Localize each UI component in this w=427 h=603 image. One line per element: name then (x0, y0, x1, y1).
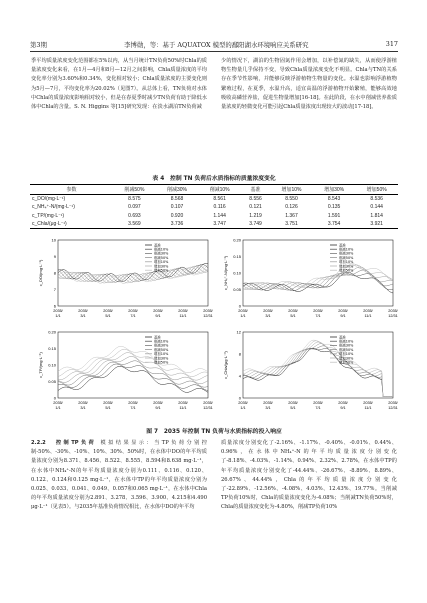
table-cell: 8.575 (128, 196, 141, 203)
x-tick-label: 9/1 (155, 406, 161, 410)
x-tick-label: 2035/ (388, 401, 398, 405)
legend-label: 基准 (339, 335, 346, 340)
x-tick-label: 5/1 (290, 406, 296, 410)
table-cell: 0.144 (370, 204, 383, 211)
x-tick-label: 1/1 (240, 406, 246, 410)
x-tick-label: 2035/ (313, 309, 323, 313)
y-tick-label: 8 (238, 351, 241, 357)
series-line (243, 346, 393, 397)
y-tick-label: 0.10 (233, 270, 241, 276)
y-tick-label: 0.15 (233, 254, 241, 259)
bottom-left-body: 模拟结果显示：当TP负荷分别控制-50%、-30%、-10%、10%、30%、50%时，在水体中DO的年平均质量浓度分别为8.371、8.456、8.522、8.555、8.594和8.638 mg·L⁻¹，在水体中NH₄⁺-N的年平均质量浓度分别为0.111、0.116、0.120、0.122、0.124和0.125 mg·L⁻¹，在水体中TP的年平均质量浓度分别为0.025、0.033、0.041、0.049、0.057和0.065 mg·L⁻¹，在水体中Chla的年平均质量浓度分别为2.891、3.278、3.596、3.900、4.215和4.490 μg·L⁻¹（见表5）。与2035年基准负荷情况相比，在水体中DO的年平均 (31, 440, 207, 511)
legend-label: 增加30% (154, 356, 169, 361)
x-tick-label: 11/1 (179, 406, 187, 410)
legend-label: 削减10% (339, 247, 354, 252)
table-cell: 3.751 (270, 220, 313, 229)
table-cell: 8.568 (170, 196, 184, 203)
x-tick-label: 2035/ (203, 309, 213, 313)
x-tick-label: 7/1 (130, 314, 136, 318)
x-tick-label: 3/1 (265, 406, 271, 410)
x-tick-label: 9/1 (155, 314, 161, 318)
x-tick-label: 5/1 (105, 406, 111, 410)
legend-label: 削减10% (154, 339, 169, 344)
legend-label: 削减50% (154, 347, 169, 352)
table-cell: 0.920 (170, 212, 184, 219)
bottom-right-paragraph: 质量浓度分别变化了-2.16%、-1.17%、-0.40%、-0.01%、0.44%、0.96%，在水体中NH₄⁺-N的年平均质量浓度分别变化了-8.18%、-4.03%、-1.14%、0.94%、2.32%、2.78%，在水体中TP的年平均质量浓度分别变化了-44.44%、-26.67%、-8.89%、8.89%、26.67%、44.44%，Chla的年平均质量浓度分别变化了-22.89%、-12.56%、-4.08%、4.03%、12.43%、19.77%。当削减TP负荷10%时，Chla的质量浓度变化为-4.08%；当削减TN负荷50%时，Chla的质量浓度变化为-4.80%，削减TP负荷10% (221, 440, 397, 511)
x-tick-label: 2035/ (288, 309, 298, 313)
legend-label: 增加10% (154, 260, 169, 265)
x-tick-label: 2035/ (338, 309, 348, 313)
table-header-cell: 削减10% (198, 185, 241, 195)
x-tick-label: 2035/ (153, 401, 163, 405)
plot-frame (58, 240, 208, 306)
table-cell: 3.747 (198, 220, 241, 229)
legend-label: 削减30% (339, 251, 354, 256)
y-tick-label: 0.05 (233, 287, 241, 292)
x-tick-label: 5/1 (105, 314, 111, 318)
legend-label: 增加30% (339, 264, 354, 269)
x-tick-label: 3/1 (80, 314, 86, 318)
legend-label: 增加50% (339, 360, 354, 365)
legend-label: 削减50% (154, 255, 169, 260)
y-tick-label: 8 (53, 270, 56, 276)
running-title: 李博勋，等：基于 AQUATOX 模型的鄱阳湖水环境响应关系研究 (124, 41, 309, 49)
x-tick-label: 11/1 (179, 314, 187, 318)
table-caption: 表 4 控制 TN 负荷后水质指标的质量浓度变化 (152, 176, 276, 182)
table-cell: 8.556 (249, 196, 262, 203)
x-tick-label: 2035/ (128, 309, 138, 313)
issue-label: 第3期 (30, 41, 47, 49)
legend-label: 削减30% (154, 251, 169, 256)
x-tick-label: 7/1 (315, 406, 321, 410)
table-cell: c_DO/(mg·L⁻¹) (32, 196, 66, 203)
water-quality-table (30, 184, 398, 229)
series-line (58, 356, 208, 383)
y-axis-label: c_DO/(mg·L⁻¹) (38, 259, 43, 287)
x-tick-label: 2035/ (263, 401, 273, 405)
legend-label: 增加10% (154, 352, 169, 357)
table-cell: c_TP/(mg·L⁻¹) (32, 212, 65, 219)
x-tick-label: 3/1 (80, 406, 86, 410)
y-tick-label: 0.05 (48, 379, 56, 384)
legend-label: 基准 (154, 335, 161, 340)
x-tick-label: 2035/ (153, 309, 163, 313)
figure-7-panels (30, 236, 398, 426)
legend-label: 增加30% (154, 264, 169, 269)
table-header-cell: 增加50% (355, 185, 398, 195)
table-row (30, 195, 398, 204)
y-tick-label: 12 (236, 329, 241, 335)
x-tick-label: 2035/ (338, 401, 348, 405)
legend-label: 削减50% (339, 347, 354, 352)
x-tick-label: 1/1 (55, 406, 61, 410)
legend-label: 增加30% (339, 356, 354, 361)
table-cell: 1.219 (249, 212, 262, 219)
y-tick-label: 7 (53, 287, 56, 292)
y-tick-label: 0 (53, 395, 56, 401)
table-cell: 0.135 (327, 204, 341, 211)
series-line (243, 270, 393, 290)
table-cell: 8.543 (327, 196, 341, 203)
top-left-paragraph: 季平均质量浓度变化范围都在5%以内，从当月统计TN负荷50%时Chla的质量浓度变化来看，在1月—4月和8月—12月之间影响，Chla质量浓度的平均变化率分别为3.60%和0.34%，变化相对较小；Chla质量浓度的主要变化则为5月—7月，平均变化率为20.02%（见图7）。从总体上看，TN负荷对水体中Chla的质量浓度影响相对较小，但是在春夏季时减少TN负荷有助于降低水体中Chla的含量。S. N. Higgins 等[15]研究发现：在淡水湖泊TN负荷减 (31, 58, 207, 111)
x-tick-label: 12/31 (388, 406, 398, 410)
legend-label: 基准 (339, 243, 346, 248)
legend-label: 削减50% (339, 255, 354, 260)
table-cell: 0.693 (128, 212, 141, 219)
table-row (30, 212, 398, 221)
table-cell: 3.569 (113, 220, 156, 229)
y-tick-label: 0.20 (48, 329, 56, 335)
y-axis-label: c_Chla/(μg·L⁻¹) (223, 351, 228, 379)
y-tick-label: 0.10 (48, 362, 56, 368)
x-tick-label: 12/31 (203, 406, 213, 410)
x-tick-label: 7/1 (130, 406, 136, 410)
x-tick-label: 2035/ (78, 309, 88, 313)
table-row (30, 203, 398, 212)
x-tick-label: 2035/ (178, 401, 188, 405)
x-tick-label: 2035/ (178, 309, 188, 313)
series-line (243, 264, 393, 290)
legend-label: 削减10% (339, 339, 354, 344)
series-line (58, 366, 208, 392)
table-header-row (30, 185, 398, 195)
x-tick-label: 1/1 (55, 314, 61, 318)
y-tick-label: 0 (238, 303, 241, 309)
table-cell: 0.116 (213, 204, 226, 211)
legend-label: 基准 (154, 243, 161, 248)
series-line (58, 346, 208, 372)
plot-frame (243, 240, 393, 306)
legend-label: 增加10% (339, 352, 354, 357)
y-tick-label: 0.15 (48, 346, 56, 351)
x-tick-label: 2035/ (288, 401, 298, 405)
table-cell: 0.126 (285, 204, 298, 211)
series-line (243, 340, 393, 397)
x-tick-label: 2035/ (103, 309, 113, 313)
table-header-cell: 增加30% (313, 185, 356, 195)
y-tick-label: 0.20 (233, 237, 241, 243)
x-tick-label: 3/1 (265, 314, 271, 318)
y-tick-label: 6 (53, 303, 56, 309)
y-tick-label: 4 (238, 373, 241, 379)
table-cell: 0.097 (128, 204, 141, 211)
table-cell: 1.591 (327, 212, 341, 219)
x-tick-label: 2035/ (128, 401, 138, 405)
x-tick-label: 12/31 (203, 314, 213, 318)
x-tick-label: 2035/ (78, 401, 88, 405)
table-cell: 1.814 (370, 212, 383, 219)
table-cell: 3.736 (156, 220, 199, 229)
legend-label: 增加10% (339, 260, 354, 265)
x-tick-label: 9/1 (340, 314, 346, 318)
table-cell: 3.749 (241, 220, 270, 229)
x-tick-label: 12/31 (388, 314, 398, 318)
table-header-cell: 参数 (30, 185, 113, 195)
table-cell: 8.561 (213, 196, 226, 203)
legend-label: 削减10% (154, 247, 169, 252)
series-line (243, 341, 393, 397)
legend-label: 削减30% (154, 343, 169, 348)
x-tick-label: 5/1 (290, 314, 296, 318)
series-line (58, 361, 208, 387)
legend-label: 削减30% (339, 343, 354, 348)
table-cell: 1.367 (285, 212, 298, 219)
page-number: 317 (385, 40, 398, 48)
x-tick-label: 11/1 (364, 406, 372, 410)
table-cell: 0.121 (249, 204, 262, 211)
table-body (30, 195, 398, 229)
table-cell: 0.107 (170, 204, 184, 211)
table-header-cell: 削减30% (156, 185, 199, 195)
table-cell: 3.754 (313, 220, 356, 229)
top-right-paragraph: 少的情况下，湖泊的生物固氮作用会增加，以补偿氮的缺失，从而使浮游植物生物量几乎保持不变，导致Chla质量浓度变化不明显。Chla与TN的关系存在季节性影响，并能够反映浮游植物生物量的变化。水温也影响浮游植物繁殖过程，在夏季，水温升高，适宜高温的浮游植物开始繁殖，能够高效地吸收高磷营养盐，促进生物量增加[16-18]。在此阶段，在水中削减营养盐质量浓度的轻微变化可能引起Chla质量浓度出现较大的波动[17-18]。 (221, 58, 397, 111)
table-header-cell: 增加10% (270, 185, 313, 195)
x-tick-label: 2035/ (238, 309, 248, 313)
x-tick-label: 2035/ (53, 309, 63, 313)
x-tick-label: 2035/ (313, 401, 323, 405)
table-cell: c_Chla/(μg·L⁻¹) (30, 220, 113, 229)
x-tick-label: 2035/ (363, 401, 373, 405)
series-line (243, 344, 393, 397)
table-row (30, 220, 398, 229)
figure-caption: 图 7 2035 年控制 TN 负荷与水质指标的投入响应 (146, 429, 282, 435)
x-tick-label: 2035/ (53, 401, 63, 405)
table-header-cell: 削减50% (113, 185, 156, 195)
x-tick-label: 7/1 (315, 314, 321, 318)
y-axis-label: c_NH₄⁺-N/(mg·L⁻¹) (223, 255, 228, 291)
table-cell: 8.550 (285, 196, 298, 203)
table-cell: 3.921 (355, 220, 398, 229)
x-tick-label: 2035/ (363, 309, 373, 313)
legend-label: 增加50% (339, 268, 354, 273)
x-tick-label: 2035/ (263, 309, 273, 313)
table-cell: 8.536 (370, 196, 383, 203)
x-tick-label: 2035/ (238, 401, 248, 405)
y-tick-label: 9 (53, 254, 56, 259)
x-tick-label: 1/1 (240, 314, 246, 318)
section-title: 2.2.2 控制TP负荷 (31, 440, 97, 446)
legend-label: 增加50% (154, 360, 169, 365)
x-tick-label: 11/1 (364, 314, 372, 318)
table-cell: c_NH₄⁺-N/(mg·L⁻¹) (32, 204, 75, 211)
x-tick-label: 2035/ (103, 401, 113, 405)
bottom-left-paragraph (31, 439, 207, 513)
y-tick-label: 0 (238, 395, 241, 401)
running-header (30, 40, 398, 52)
x-tick-label: 9/1 (340, 406, 346, 410)
y-axis-label: c_TP/(mg·L⁻¹) (38, 352, 43, 378)
x-tick-label: 2035/ (388, 309, 398, 313)
x-tick-label: 2035/ (203, 401, 213, 405)
legend-label: 增加50% (154, 268, 169, 273)
table-cell: 1.144 (213, 212, 226, 219)
table-header-cell: 基准 (241, 185, 270, 195)
y-tick-label: 10 (51, 237, 56, 243)
